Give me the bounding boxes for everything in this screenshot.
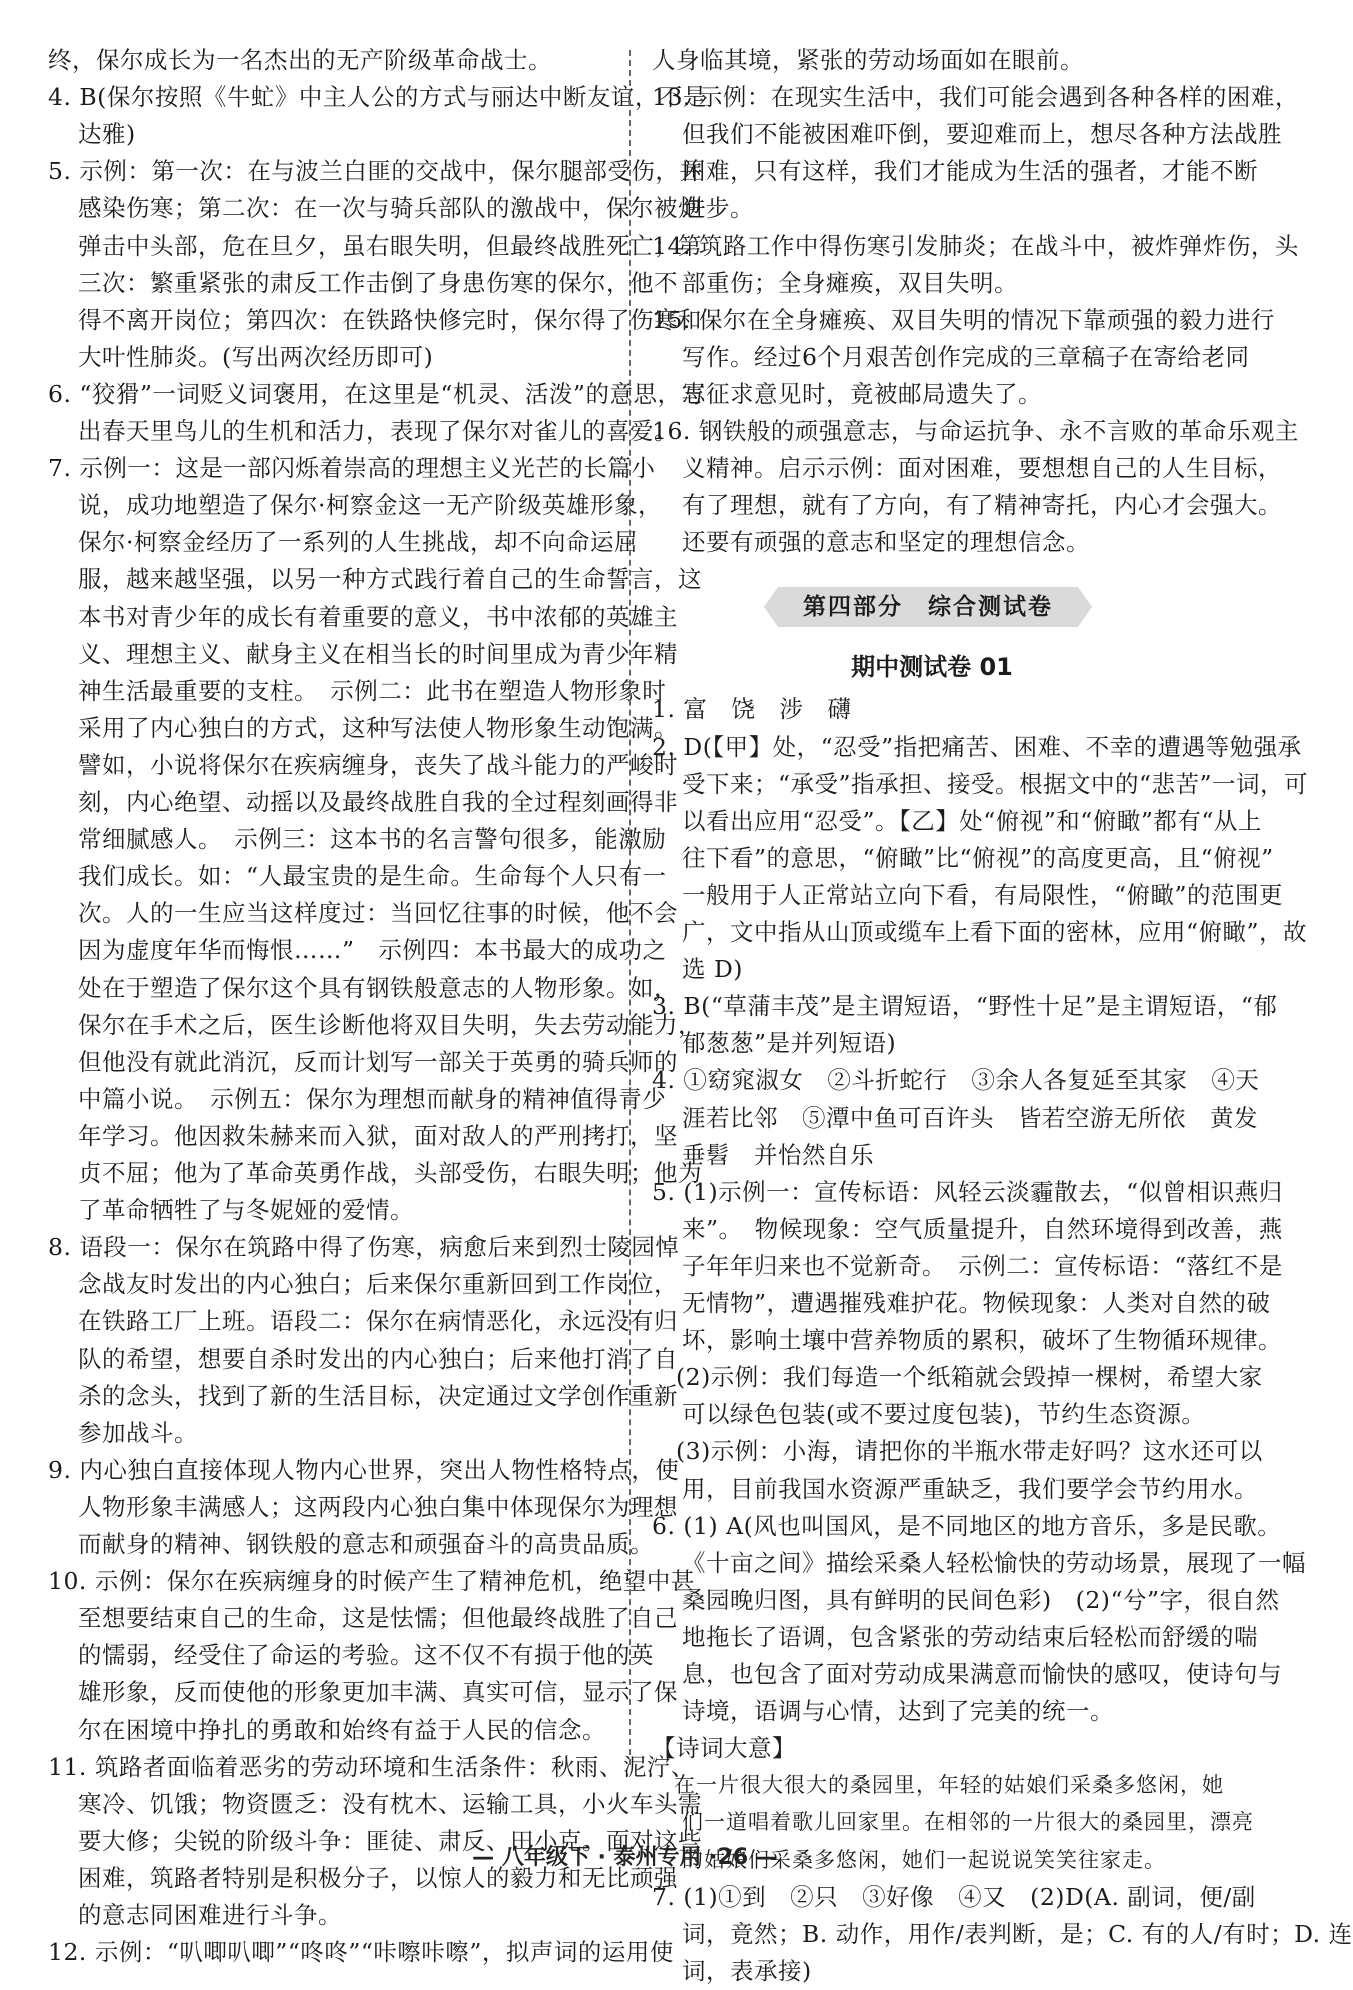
text-line: 6. (1) A(风也叫国风，是不同地区的地方音乐，多是民歌。 (652, 1511, 1282, 1540)
text-line: 保尔在手术之后，医生诊断他将双目失明，失去劳动能力， (78, 1010, 702, 1039)
text-line: 雄形象，反而使他的形象更加丰满、真实可信，显示了保 (78, 1678, 678, 1707)
text-line: 《十亩之间》描绘采桑人轻松愉快的劳动场景，展现了一幅 (682, 1548, 1306, 1577)
text-line: 词，竟然；B. 动作，用作/表判断，是；C. 有的人/有时；D. 连 (682, 1919, 1353, 1948)
text-line: 志征求意见时，竟被邮局遗失了。 (682, 379, 1042, 408)
text-line: 4. ①窈窕淑女 ②斗折蛇行 ③余人各复延至其家 ④天 (652, 1066, 1260, 1095)
text-line: 三次：繁重紧张的肃反工作击倒了身患伤寒的保尔，他不 (78, 268, 678, 297)
test-title: 期中测试卷 01 (851, 653, 1013, 682)
column-divider (629, 50, 631, 1765)
text-line: 3. B(“草蒲丰茂”是主谓短语，“野性十足”是主谓短语，“郁 (652, 992, 1278, 1021)
text-line: 弹击中头部，危在旦夕，虽右眼失明，但最终战胜死亡；第 (78, 231, 702, 260)
text-line: 要大修；尖锐的阶级斗争：匪徒、肃反、田小克。面对这些 (78, 1826, 702, 1855)
text-line: 念战友时发出的内心独白；后来保尔重新回到工作岗位， (78, 1270, 678, 1299)
text-line: 人物形象丰满感人；这两段内心独白集中体现保尔为理想 (78, 1492, 678, 1521)
text-line: 的意志同困难进行斗争。 (78, 1901, 342, 1929)
text-line: 写作。经过6个月艰苦创作完成的三章稿子在寄给老同 (682, 342, 1250, 371)
text-line: 10. 示例：保尔在疾病缠身的时候产生了精神危机，绝望中甚 (48, 1567, 695, 1596)
text-line: 还要有顽强的意志和坚定的理想信念。 (682, 528, 1090, 557)
text-line: 队的希望，想要自杀时发出的内心独白；后来他打消了自 (78, 1344, 678, 1373)
text-line: 在铁路工厂上班。语段二：保尔在病情恶化，永远没有归 (78, 1307, 678, 1336)
text-line: 5. (1)示例一：宣传标语：风轻云淡霾散去，“似曾相识燕归 (652, 1177, 1283, 1206)
text-line: 大叶性肺炎。(写出两次经历即可) (78, 342, 434, 371)
text-line: 出春天里鸟儿的生机和活力，表现了保尔对雀儿的喜爱。 (78, 417, 678, 445)
text-line: 处在于塑造了保尔这个具有钢铁般意志的人物形象。如， (78, 973, 678, 1002)
text-line: 达雅) (78, 120, 136, 149)
text-line: 尔在困境中挣扎的勇敢和始终有益于人民的信念。 (78, 1715, 606, 1744)
text-line: 9. 内心独白直接体现人物内心世界，突出人物性格特点，使 (48, 1455, 680, 1484)
text-line: 选 D) (682, 955, 743, 984)
text-line: 保尔·柯察金经历了一系列的人生挑战，却不向命运屈 (78, 528, 638, 557)
text-line: 15. 保尔在全身瘫痪、双目失明的情况下靠顽强的毅力进行 (652, 305, 1275, 334)
text-line: 刻，内心绝望、动摇以及最终战胜自我的全过程刻画得非 (78, 788, 678, 816)
text-line: 譬如，小说将保尔在疾病缠身，丧失了战斗能力的严峻时 (78, 750, 678, 779)
text-line: 的懦弱，经受住了命运的考验。这不仅不有损于他的英 (78, 1641, 654, 1670)
text-line: 神生活最重要的支柱。 示例二：此书在塑造人物形象时 (78, 676, 667, 705)
text-line: 5. 示例：第一次：在与波兰白匪的交战中，保尔腿部受伤，并 (48, 157, 704, 186)
text-line: 的姑娘们采桑多悠闲，她们一起说说笑笑往家走。 (682, 1847, 1166, 1872)
text-line: 6. “狡猾”一词贬义词褒用，在这里是“机灵、活泼”的意思，写 (48, 379, 706, 408)
text-line: 义精神。启示示例：面对困难，要想想自己的人生目标， (682, 454, 1282, 483)
text-line: 无情物”，遭遇摧残难护花。物候现象：人类对自然的破 (682, 1289, 1271, 1317)
text-line: 1. 富 饶 涉 礴 (652, 695, 852, 724)
text-line: 用，目前我国水资源严重缺乏，我们要学会节约用水。 (682, 1474, 1258, 1503)
text-line: 诗境，语调与心情，达到了完美的统一。 (682, 1697, 1114, 1726)
section-banner: 第四部分 综合测试卷 (778, 587, 1078, 627)
text-line: 子年年归来也不觉新奇。 示例二：宣传标语：“落红不是 (682, 1251, 1283, 1280)
text-line: 得不离开岗位；第四次：在铁路快修完时，保尔得了伤寒和 (78, 305, 702, 334)
text-line: 困难，筑路者特别是积极分子，以惊人的毅力和无比顽强 (78, 1863, 678, 1892)
text-line: 地拖长了语调，包含紧张的劳动结束后轻松而舒缓的喘 (682, 1622, 1258, 1651)
text-line: 寒冷、饥饿；物资匮乏：没有枕木、运输工具，小火车头需 (78, 1789, 702, 1818)
text-line: 部重伤；全身瘫痪，双目失明。 (682, 268, 1018, 297)
text-line: 在一片很大很大的桑园里，年轻的姑娘们采桑多悠闲，她 (652, 1773, 1224, 1798)
text-line: 广，文中指从山顶或缆车上看下面的密林，应用“俯瞰”，故 (682, 918, 1308, 946)
text-line: 感染伤寒；第二次：在一次与骑兵部队的激战中，保尔被炮 (78, 194, 702, 223)
text-line: 说，成功地塑造了保尔·柯察金这一无产阶级英雄形象， (78, 491, 662, 520)
text-line: 往下看”的意思，“俯瞰”比“俯视”的高度更高，且“俯视” (682, 843, 1274, 872)
text-line: 可以绿色包装(或不要过度包装)，节约生态资源。 (682, 1400, 1206, 1429)
text-line: 困难，只有这样，我们才能成为生活的强者，才能不断 (682, 157, 1258, 186)
text-line: 了革命牺牲了与冬妮娅的爱情。 (78, 1196, 414, 1225)
text-line: 7. (1)①到 ②只 ③好像 ④又 (2)D(A. 副词，便/副 (652, 1882, 1256, 1911)
text-line: 贞不屈；他为了革命英勇作战，头部受伤，右眼失明；他为 (78, 1159, 702, 1187)
text-line: 7. 示例一：这是一部闪烁着崇高的理想主义光芒的长篇小 (48, 454, 656, 483)
text-line: 但他没有就此消沉，反而计划写一部关于英勇的骑兵师的 (78, 1047, 678, 1076)
text-line: 本书对青少年的成长有着重要的意义，书中浓郁的英雄主 (78, 602, 678, 631)
text-line: 涯若比邻 ⑤潭中鱼可百许头 皆若空游无所依 黄发 (682, 1103, 1258, 1132)
text-line: 终，保尔成长为一名杰出的无产阶级革命战士。 (48, 46, 552, 74)
text-line: 【诗词大意】 (652, 1734, 796, 1763)
text-line: 人身临其境，紧张的劳动场面如在眼前。 (652, 46, 1084, 74)
text-line: 郁葱葱”是并列短语) (682, 1029, 897, 1058)
text-line: 采用了内心独白的方式，这种写法使人物形象生动饱满。 (78, 713, 678, 742)
text-line: 坏，影响土壤中营养物质的累积，破坏了生物循环规律。 (682, 1326, 1282, 1355)
text-line: 参加战斗。 (78, 1418, 198, 1447)
page-footer: — 八年级下 · 泰州专用 ·26 — (472, 1845, 778, 1870)
text-line: 有了理想，就有了方向，有了精神寄托，内心才会强大。 (682, 491, 1282, 520)
text-line: 受下来；“承受”指承担、接受。根据文中的“悲苦”一词，可 (682, 769, 1309, 798)
text-line: 中篇小说。 示例五：保尔为理想而献身的精神值得青少 (78, 1084, 667, 1113)
text-line: 进步。 (682, 194, 754, 223)
text-line: 以看出应用“忍受”。【乙】处“俯视”和“俯瞰”都有“从上 (682, 806, 1262, 835)
text-line: 我们成长。如：“人最宝贵的是生命。生命每个人只有一 (78, 862, 667, 891)
text-line: 13. 示例：在现实生活中，我们可能会遇到各种各样的困难， (652, 83, 1299, 112)
text-line: 4. B(保尔按照《牛虻》中主人公的方式与丽达中断友谊，不是 (48, 83, 707, 112)
text-line: 来”。 物候现象：空气质量提升，自然环境得到改善，燕 (682, 1214, 1283, 1243)
text-line: 年学习。他因救朱赫来而入狱，面对敌人的严刑拷打，坚 (78, 1121, 678, 1150)
text-line: 一般用于人正常站立向下看，有局限性，“俯瞰”的范围更 (682, 880, 1284, 909)
text-line: 杀的念头，找到了新的生活目标，决定通过文学创作重新 (78, 1381, 678, 1410)
text-line: 服，越来越坚强，以另一种方式践行着自己的生命誓言，这 (78, 565, 702, 594)
text-line: 而献身的精神、钢铁般的意志和顽强奋斗的高贵品质。 (78, 1530, 654, 1558)
text-line: 垂髫 并怡然自乐 (682, 1140, 874, 1169)
text-line: 8. 语段一：保尔在筑路中得了伤寒，病愈后来到烈士陵园悼 (48, 1233, 680, 1262)
text-line: 次。人的一生应当这样度过：当回忆往事的时候，他不会 (78, 899, 678, 928)
text-line: (3)示例：小海，请把你的半瓶水带走好吗？这水还可以 (652, 1437, 1263, 1466)
text-line: 常细腻感人。 示例三：这本书的名言警句很多，能激励 (78, 825, 667, 854)
text-line: 因为虚度年华而悔恨……” 示例四：本书最大的成功之 (78, 936, 667, 965)
text-line: 词，表承接) (682, 1956, 812, 1985)
text-line: 16. 钢铁般的顽强意志，与命运抗争、永不言败的革命乐观主 (652, 417, 1299, 445)
text-line: 但我们不能被困难吓倒，要迎难而上，想尽各种方法战胜 (682, 120, 1282, 149)
text-line: 12. 示例：“叭唧叭唧”“咚咚”“咔嚓咔嚓”，拟声词的运用使 (48, 1938, 674, 1967)
text-line: 11. 筑路者面临着恶劣的劳动环境和生活条件：秋雨、泥泞、 (48, 1752, 695, 1781)
text-line: (2)示例：我们每造一个纸箱就会毁掉一棵树，希望大家 (652, 1363, 1263, 1392)
text-line: 桑园晚归图，具有鲜明的民间色彩) (2)“兮”字，很自然 (682, 1585, 1280, 1614)
text-line: 息，也包含了面对劳动成果满意而愉快的感叹，使诗句与 (682, 1660, 1282, 1688)
text-line: 至想要结束自己的生命，这是怯懦；但他最终战胜了自己 (78, 1604, 678, 1633)
text-line: 2. D(【甲】处，“忍受”指把痛苦、困难、不幸的遭遇等勉强承 (652, 732, 1302, 761)
text-line: 们一道唱着歌儿回家里。在相邻的一片很大的桑园里，漂亮 (682, 1810, 1254, 1835)
text-line: 义、理想主义、献身主义在相当长的时间里成为青少年精 (78, 639, 678, 668)
text-line: 14. 筑路工作中得伤寒引发肺炎；在战斗中，被炸弹炸伤，头 (652, 231, 1299, 260)
